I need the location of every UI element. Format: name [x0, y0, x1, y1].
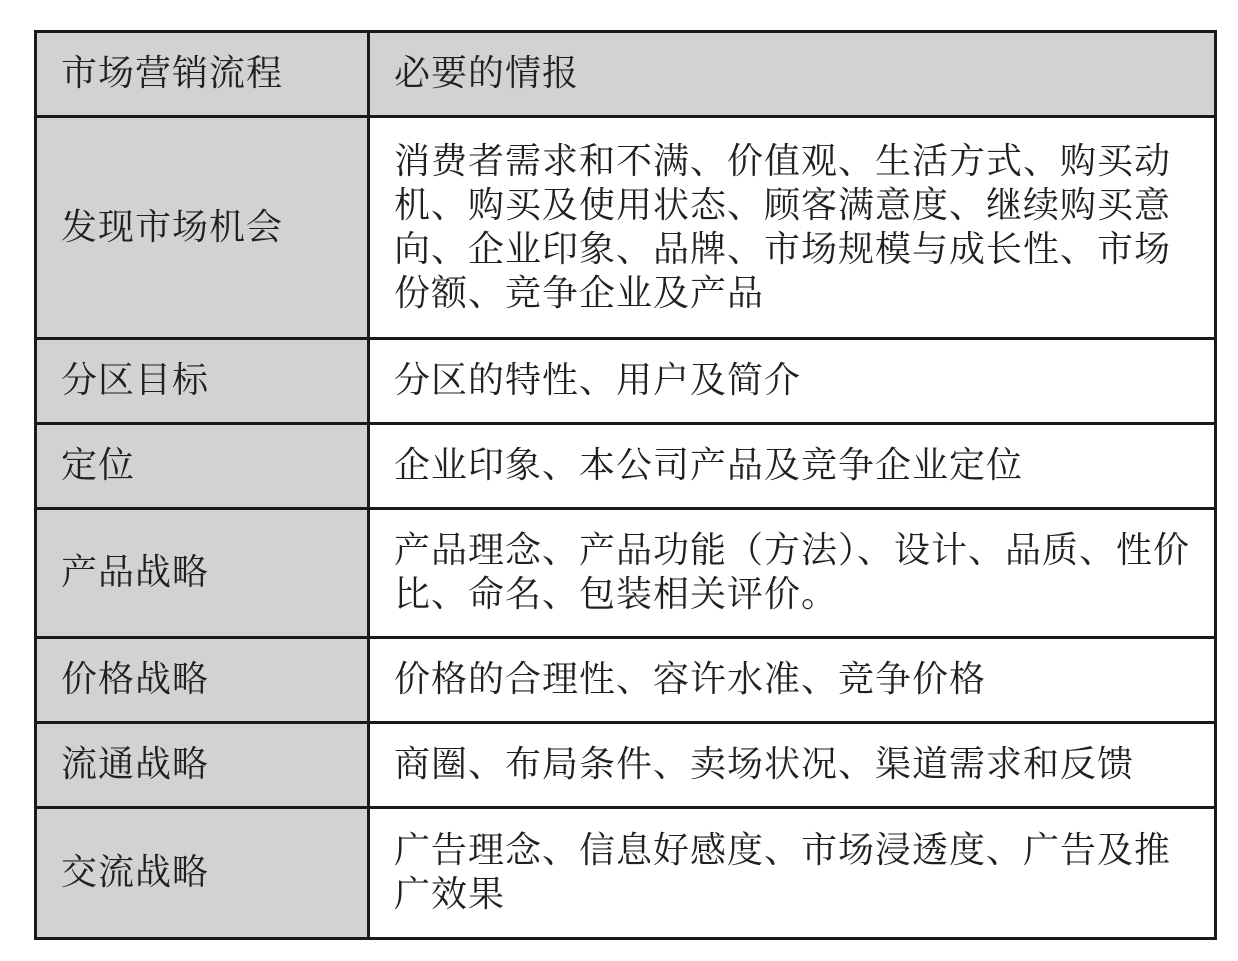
row-process: 产品战略	[36, 509, 369, 638]
row-info: 广告理念、信息好感度、市场浸透度、广告及推广效果	[369, 808, 1216, 939]
table-row	[36, 117, 1216, 339]
table-row	[36, 424, 1216, 509]
row-process: 交流战略	[36, 808, 369, 939]
table-row	[36, 339, 1216, 424]
row-info: 价格的合理性、容许水准、竞争价格	[369, 638, 1216, 723]
row-info: 商圈、布局条件、卖场状况、渠道需求和反馈	[369, 723, 1216, 808]
header-info: 必要的情报	[369, 32, 1216, 117]
table-row	[36, 808, 1216, 939]
row-process: 发现市场机会	[36, 117, 369, 339]
row-info: 消费者需求和不满、价值观、生活方式、购买动机、购买及使用状态、顾客满意度、继续购买意向、企业印象、品牌、市场规模与成长性、市场份额、竞争企业及产品	[369, 117, 1216, 339]
table-row	[36, 723, 1216, 808]
table-row	[36, 509, 1216, 638]
row-info: 分区的特性、用户及简介	[369, 339, 1216, 424]
table-row	[36, 638, 1216, 723]
row-process: 价格战略	[36, 638, 369, 723]
table-header-row	[36, 32, 1216, 117]
row-process: 分区目标	[36, 339, 369, 424]
row-info: 产品理念、产品功能（方法）、设计、品质、性价比、命名、包装相关评价。	[369, 509, 1216, 638]
row-info: 企业印象、本公司产品及竞争企业定位	[369, 424, 1216, 509]
marketing-info-table	[34, 30, 1217, 940]
row-process: 流通战略	[36, 723, 369, 808]
header-process: 市场营销流程	[36, 32, 369, 117]
row-process: 定位	[36, 424, 369, 509]
